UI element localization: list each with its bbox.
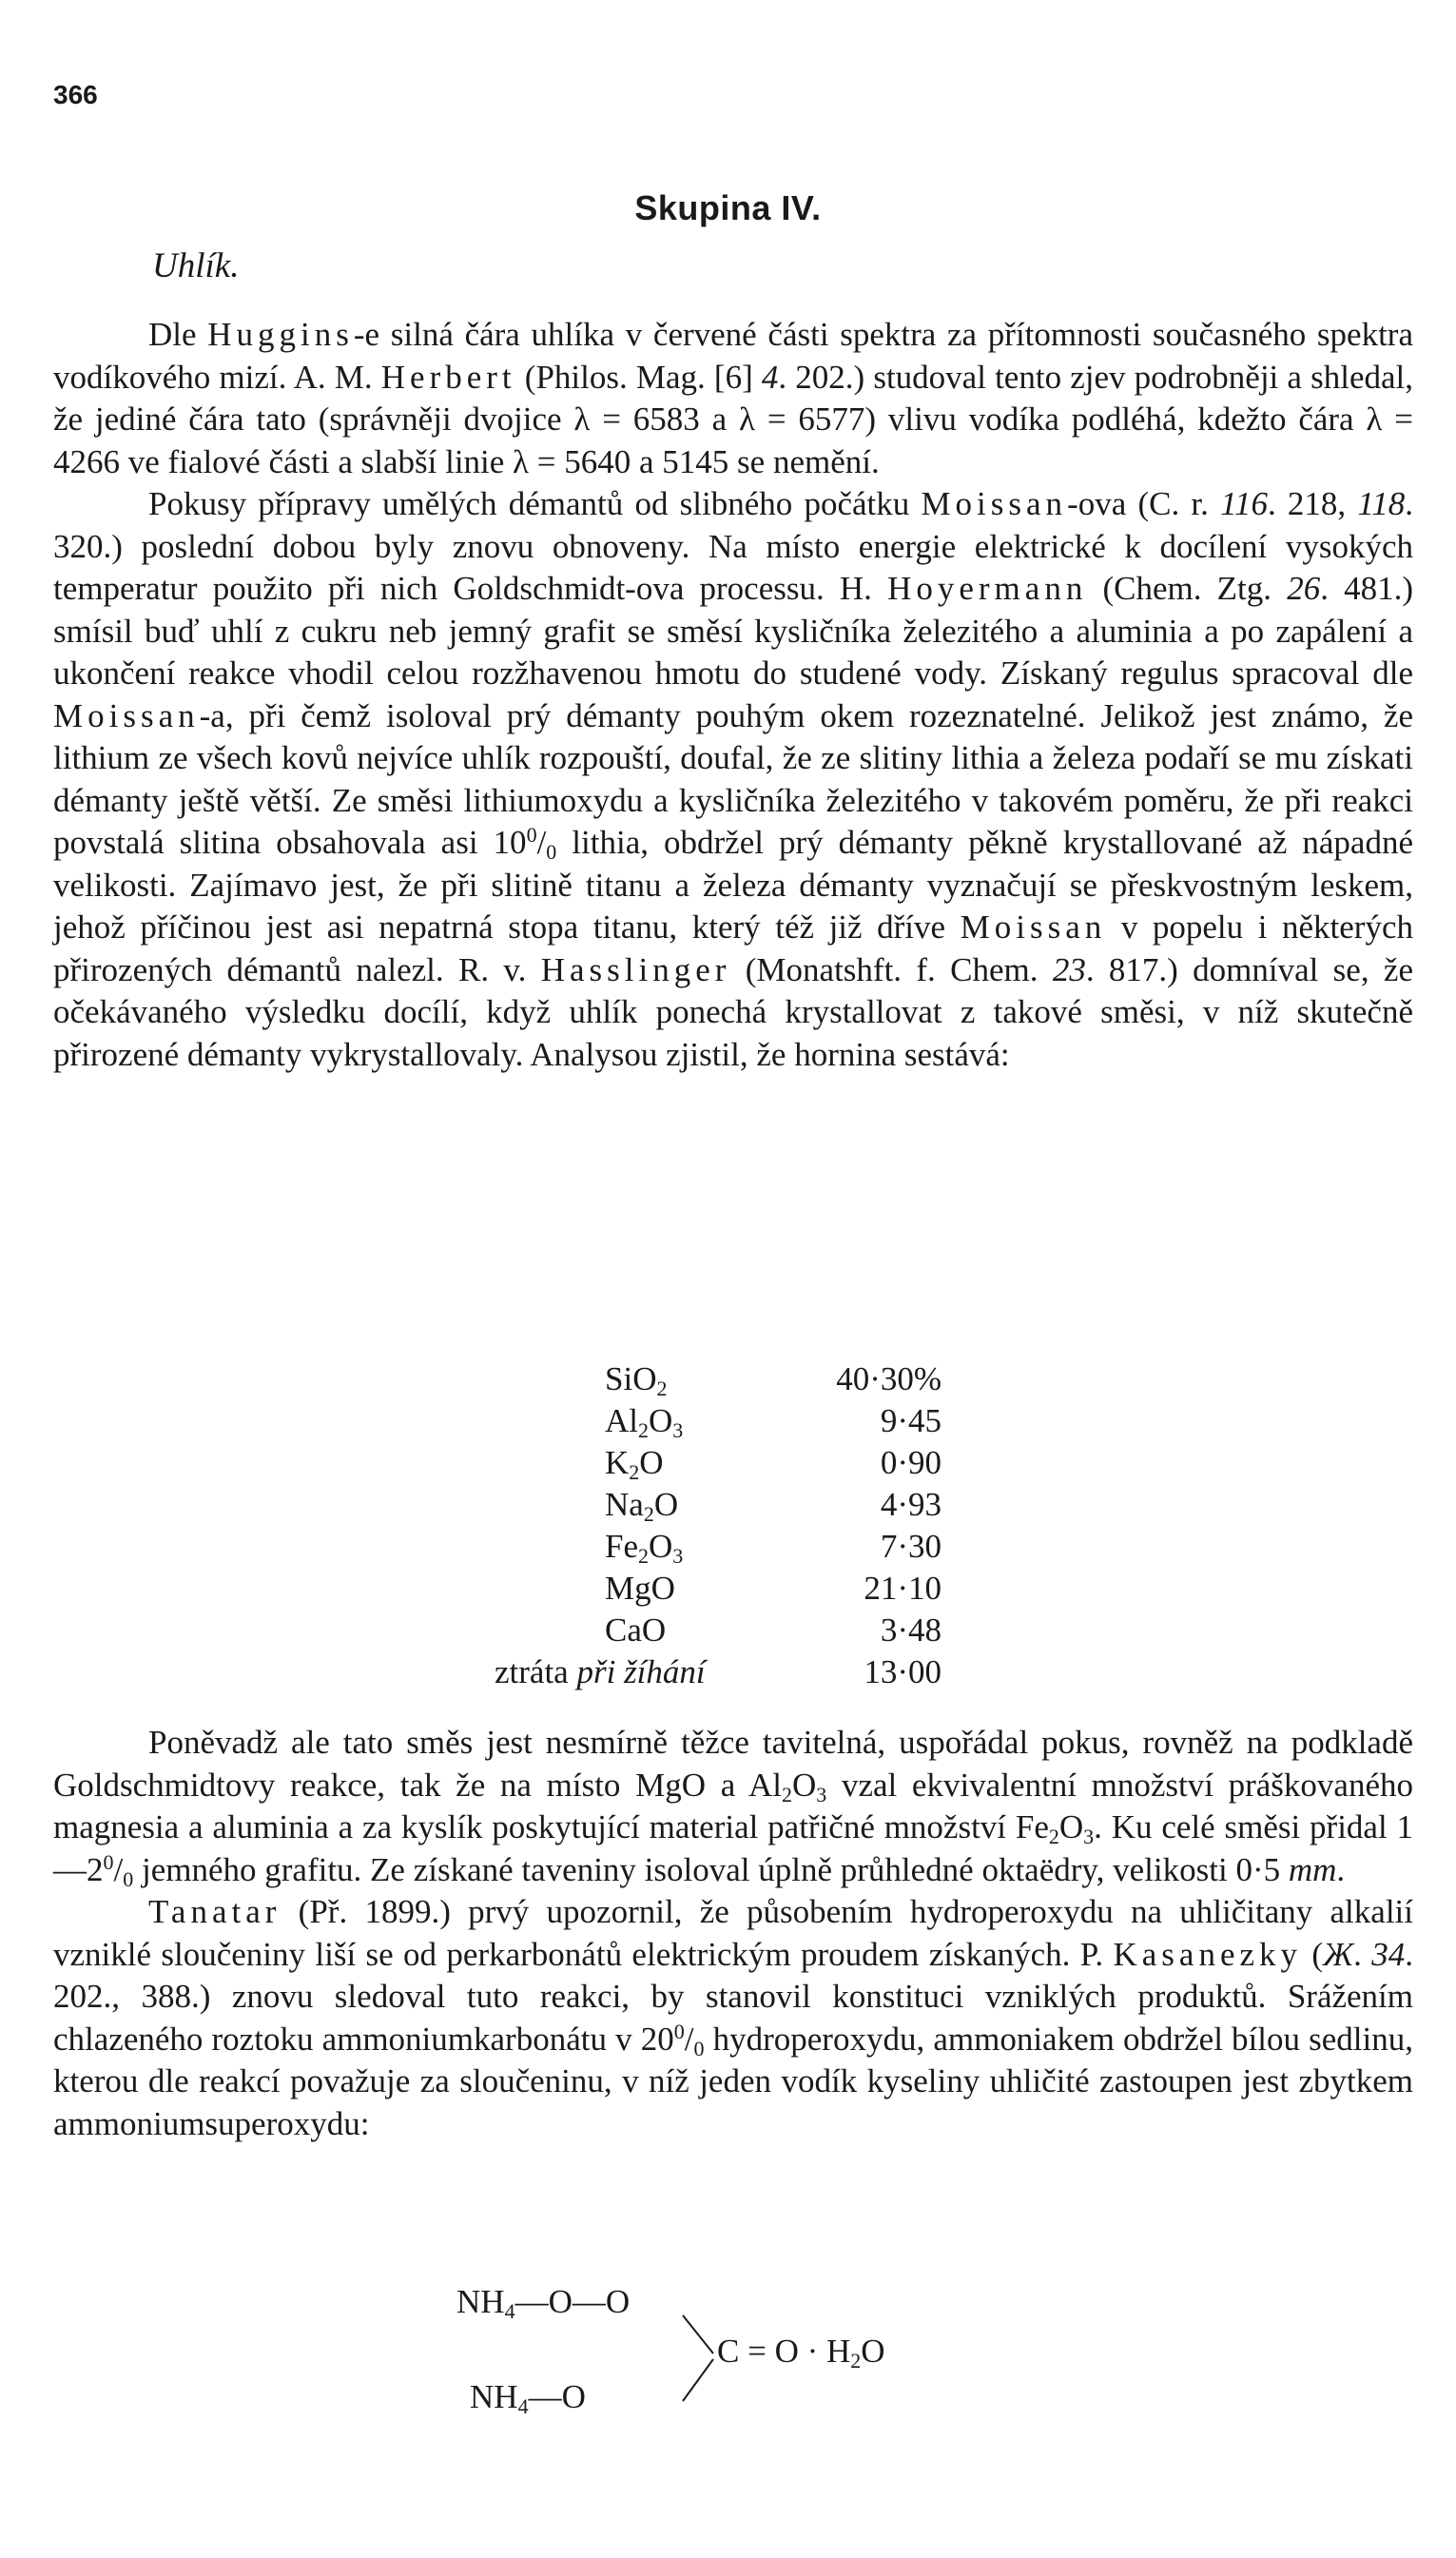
table-row: MgO 21·10: [605, 1570, 942, 1607]
author-name: Huggins: [207, 316, 354, 353]
table-row: $Al_2O_3$ 9·45: [605, 1402, 942, 1442]
author-name: Herbert: [380, 358, 516, 396]
table-row: $K_2O$ 0·90: [605, 1444, 942, 1484]
author-name: Moissan: [960, 908, 1107, 946]
formula-center: $C = O \cdot H_2O$: [717, 2333, 885, 2372]
structural-formula: [456, 2283, 1027, 2492]
table-row: $Fe_2O_3$ 7·30: [605, 1528, 942, 1568]
group-title: Skupina IV.: [634, 188, 822, 227]
formula-top-branch: $NH_4—O—O$: [456, 2283, 631, 2323]
author-name: Kasanezky: [1113, 1935, 1303, 1973]
table-row: ztráta při žíhání 13·00: [495, 1653, 942, 1690]
author-name: Hoyermann: [887, 570, 1088, 607]
author-name: Hasslinger: [540, 950, 731, 988]
paragraph-goldschmidt: Poněvadž ale tato směs jest nesmírně těžce tavitelná, uspořádal pokus, rovněž na podkladě Goldschmidtovy reakce, tak že na místo MgO a $Al_2O_3$ vzal ekvivalentní množství práškovaného magnesia a aluminia a za kyslík poskytující material patřičné množství $Fe_2O_3$. Ku celé směsi přidal $1—2^0/_0$ jemného grafitu. Ze získané taveniny isoloval úplně průhledné oktaëdry, velikosti 0·5 mm.: [53, 1724, 1414, 1891]
table-row: CaO 3·48: [605, 1611, 942, 1649]
section-subheading: Uhlík.: [152, 246, 240, 285]
table-row: $Na_2O$ 4·93: [605, 1486, 942, 1526]
bond-line-upper: [683, 2315, 713, 2353]
rock-analysis-table: [476, 1358, 1008, 1693]
author-name: Moissan: [53, 696, 200, 734]
bond-line-lower: [683, 2359, 713, 2401]
text-block-2: [53, 1722, 1413, 2145]
author-name: Tanatar: [148, 1893, 281, 1930]
page-number: 366: [53, 80, 98, 109]
text-block-1: [53, 314, 1413, 1076]
author-name: Moissan: [921, 485, 1068, 522]
paragraph-diamonds: Pokusy přípravy umělých démantů od slibného počátku Moissan-ova (C. r. 116. 218, 118. 320.) poslední dobou byly znovu obnoveny. Na místo energie elektrické k docílení vysokých temperatur použito při nich Goldschmidt-ova processu. H. Hoyermann (Chem. Ztg. 26. 481.) smísil buď uhlí z cukru neb jemný grafit se směsí kysličníka železitého a aluminia a po zapálení a ukončení reakce vhodil celou rozžhavenou hmotu do studené vody. Získaný regulus spracoval dle Moissan-a, při čemž isoloval prý démanty pouhým okem rozeznatelné. Jelikož jest známo, že lithium ze všech kovů nejvíce uhlík rozpouští, doufal, že ze slitiny lithia a železa podaří se mu získati démanty ještě větší. Ze směsi lithiumoxydu a kysličníka železitého v takovém poměru, že při reakci povstalá slitina obsahovala asi $10^0/_0$ lithia, obdržel prý démanty pěkně krystallované až nápadné velikosti. Zajímavo jest, že při slitině titanu a železa démanty vyznačují se přeskvostným leskem, jehož příčinou jest asi nepatrná stopa titanu, který též již dříve Moissan v popelu i některých přirozených démantů nalezl. R. v. Hasslinger (Monatshft. f. Chem. 23. 817.) domníval se, že očekávaného výsledku docílí, když uhlík ponechá krystallovat z takové směsi, v níž skutečně přirozené démanty vykrystallovaly. Analysou zjistil, že hornina sestává:: [53, 485, 1414, 1073]
paragraph-huggins: Dle Huggins-e silná čára uhlíka v červené části spektra za přítomnosti současného spektra vodíkového mizí. A. M. Herbert (Philos. Mag. [6] 4. 202.) studoval tento zjev podrobněji a shledal, že jediné čára tato (správněji dvojice λ = 6583 a λ = 6577) vlivu vodíka podléhá, kdežto čára λ = 4266 ve fialové části a slabší linie λ = 5640 a 5145 se nemění.: [53, 316, 1413, 480]
formula-bottom-branch: $NH_4—O$: [470, 2378, 586, 2418]
table-row: SiO$_2$ 40·30%: [605, 1360, 942, 1400]
paragraph-tanatar: Tanatar (Př. 1899.) prvý upozornil, že působením hydroperoxydu na uhličitany alkalií vzniklé sloučeniny liší se od perkarbonátů elektrickým proudem získaných. P. Kasanezky (Ж. 34. 202., 388.) znovu sledoval tuto reakci, by stanovil konstituci vzniklých produktů. Srážením chlazeného roztoku ammoniumkarbonátu v $20^0/_0$ hydroperoxydu, ammoniakem obdržel bílou sedlinu, kterou dle reakcí považuje za sloučeninu, v níž jeden vodík kyseliny uhličité zastoupen jest zbytkem ammoniumsuperoxydu:: [53, 1893, 1414, 2142]
